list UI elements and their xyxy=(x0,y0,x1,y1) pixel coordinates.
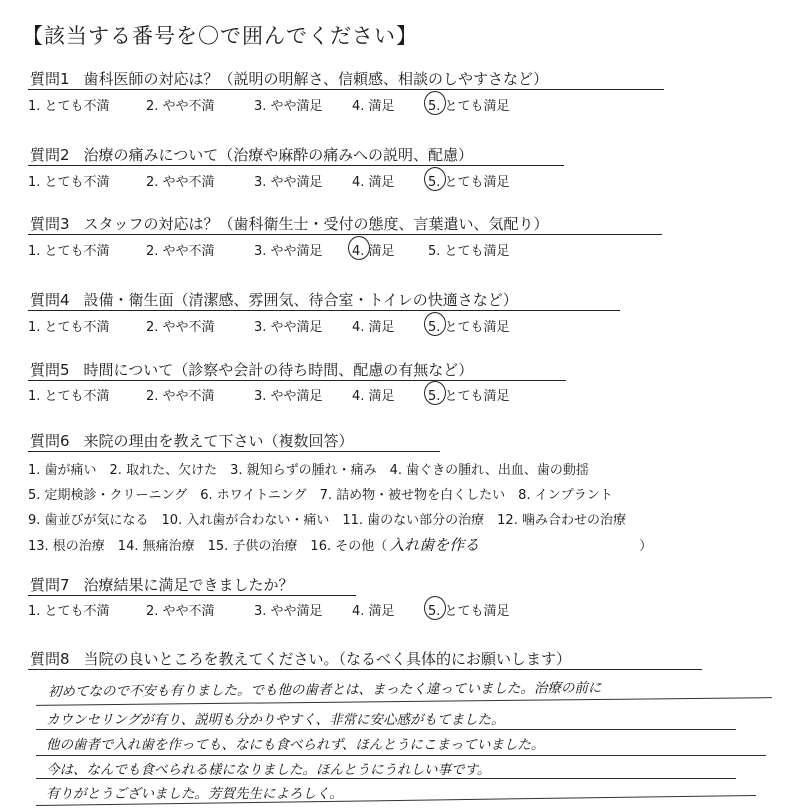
question-1 xyxy=(30,68,548,89)
scale-option-1[interactable]: 1. とても不満 xyxy=(28,175,110,190)
scale-option-3[interactable]: 3. やや満足 xyxy=(254,389,323,404)
q6-option-row-4[interactable] xyxy=(28,534,652,555)
answer-rule xyxy=(36,778,736,779)
scale-option-5[interactable]: 5. とても満足 xyxy=(428,244,510,259)
underline xyxy=(28,234,662,235)
q6-option-row-4-text: 13. 根の治療 14. 無痛治療 15. 子供の治療 16. その他（ xyxy=(28,539,388,554)
q4-selection-circle xyxy=(424,312,446,336)
scale-option-1[interactable]: 1. とても不満 xyxy=(28,244,110,259)
question-label: 質問8 xyxy=(30,650,70,668)
question-text: 当院の良いところを教えてください。（なるべく具体的にお願いします） xyxy=(83,650,572,668)
question-label: 質問1 xyxy=(30,70,70,88)
scale-option-1[interactable]: 1. とても不満 xyxy=(28,604,110,619)
scale-option-3[interactable]: 3. やや満足 xyxy=(254,99,323,114)
question-label: 質問7 xyxy=(30,576,70,594)
question-text: 治療結果に満足できましたか？ xyxy=(83,576,294,594)
q2-selection-circle xyxy=(424,167,446,191)
question-label: 質問6 xyxy=(30,432,70,450)
q8-handwritten-line-1: 初めてなので不安も有りました。でも他の歯者とは、まったく違っていました。治療の前に xyxy=(47,680,602,700)
underline xyxy=(28,165,564,166)
question-text: スタッフの対応は？（歯科衛生士・受付の態度、言葉遣い、気配り） xyxy=(83,215,549,233)
question-text: 設備・衛生面（清潔感、雰囲気、待合室・トイレの快適さなど） xyxy=(83,291,518,309)
scale-option-4[interactable]: 4. 満足 xyxy=(352,244,395,259)
scale-option-2[interactable]: 2. やや不満 xyxy=(146,244,215,259)
q6-option-row-1[interactable]: 1. 歯が痛い 2. 取れた、欠けた 3. 親知らずの腫れ・痛み 4. 歯ぐきの腫れ、出血、歯の動揺 xyxy=(28,463,589,478)
question-label: 質問3 xyxy=(30,215,70,233)
scale-option-3[interactable]: 3. やや満足 xyxy=(254,604,323,619)
scale-option-4[interactable]: 4. 満足 xyxy=(352,175,395,190)
scale-option-4[interactable]: 4. 満足 xyxy=(352,389,395,404)
question-text: 時間について（診察や会計の待ち時間、配慮の有無など） xyxy=(83,361,474,379)
question-text: 来院の理由を教えて下さい（複数回答） xyxy=(83,432,354,450)
answer-rule xyxy=(36,755,766,756)
q8-handwritten-line-2: カウンセリングが有り、説明も分かりやすく、非常に安心感がもてました。 xyxy=(46,712,505,728)
scale-option-1[interactable]: 1. とても不満 xyxy=(28,320,110,335)
scale-option-1[interactable]: 1. とても不満 xyxy=(28,99,110,114)
q8-handwritten-line-3: 他の歯者で入れ歯を作っても、なにも食べられず、ほんとうにこまっていました。 xyxy=(46,737,545,753)
underline xyxy=(28,451,440,452)
instruction-header: 【該当する番号を〇で囲んでください】 xyxy=(22,24,418,48)
scale-option-3[interactable]: 3. やや満足 xyxy=(254,244,323,259)
scale-option-4[interactable]: 4. 満足 xyxy=(352,604,395,619)
question-label: 質問2 xyxy=(30,146,70,164)
scale-option-5[interactable]: 5. とても満足 xyxy=(428,389,510,404)
scale-option-2[interactable]: 2. やや不満 xyxy=(146,320,215,335)
question-8 xyxy=(30,648,571,669)
q7-selection-circle xyxy=(424,596,446,620)
underline xyxy=(28,595,356,596)
question-6 xyxy=(30,430,354,451)
scale-option-2[interactable]: 2. やや不満 xyxy=(146,389,215,404)
scale-option-2[interactable]: 2. やや不満 xyxy=(146,175,215,190)
scale-option-5[interactable]: 5. とても満足 xyxy=(428,99,510,114)
underline xyxy=(28,380,566,381)
scale-option-5[interactable]: 5. とても満足 xyxy=(428,320,510,335)
question-3 xyxy=(30,213,549,234)
scale-option-2[interactable]: 2. やや不満 xyxy=(146,604,215,619)
scale-option-1[interactable]: 1. とても不満 xyxy=(28,389,110,404)
q8-handwritten-line-4: 今は、なんでも食べられる様になりました。ほんとうにうれしい事です。 xyxy=(46,762,491,778)
answer-rule xyxy=(36,729,736,730)
question-5 xyxy=(30,359,473,380)
scale-option-4[interactable]: 4. 満足 xyxy=(352,99,395,114)
q1-selection-circle xyxy=(424,91,446,115)
question-text: 歯科医師の対応は？（説明の明解さ、信頼感、相談のしやすさなど） xyxy=(83,70,548,88)
underline xyxy=(28,669,702,670)
question-label: 質問5 xyxy=(30,361,70,379)
question-text: 治療の痛みについて（治療や麻酔の痛みへの説明、配慮） xyxy=(83,146,473,164)
scale-option-2[interactable]: 2. やや不満 xyxy=(146,99,215,114)
q3-selection-circle xyxy=(348,236,370,260)
q6-other-handwritten: 入れ歯を作る xyxy=(389,536,480,554)
underline xyxy=(28,310,620,311)
scale-option-5[interactable]: 5. とても満足 xyxy=(428,175,510,190)
question-label: 質問4 xyxy=(30,291,70,309)
q6-close-paren: ） xyxy=(639,539,653,554)
scale-option-4[interactable]: 4. 満足 xyxy=(352,320,395,335)
question-7 xyxy=(30,574,294,595)
scale-option-3[interactable]: 3. やや満足 xyxy=(254,320,323,335)
q6-option-row-3[interactable]: 9. 歯並びが気になる 10. 入れ歯が合わない・痛い 11. 歯のない部分の治療 12. 噛み合わせの治療 xyxy=(28,513,626,528)
scale-option-5[interactable]: 5. とても満足 xyxy=(428,604,510,619)
q8-handwritten-line-5: 有りがとうございました。芳賀先生によろしく。 xyxy=(46,786,343,802)
scale-option-3[interactable]: 3. やや満足 xyxy=(254,175,323,190)
q5-selection-circle xyxy=(424,381,446,405)
q6-option-row-2[interactable]: 5. 定期検診・クリーニング 6. ホワイトニング 7. 詰め物・被せ物を白くしたい 8. インプラント xyxy=(28,488,613,503)
question-4 xyxy=(30,289,518,310)
underline xyxy=(28,89,664,90)
question-2 xyxy=(30,144,473,165)
